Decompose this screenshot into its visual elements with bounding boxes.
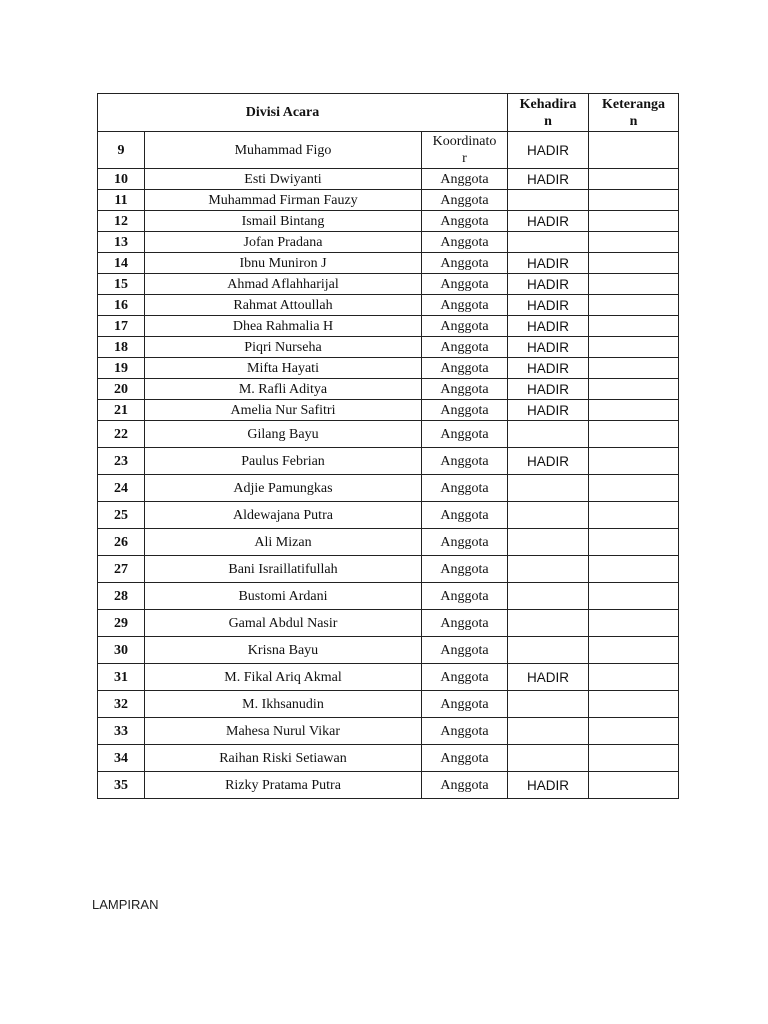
table-row bbox=[98, 556, 679, 583]
attendance-status: HADIR bbox=[508, 379, 589, 400]
notes-header-line1: Keteranga bbox=[602, 96, 666, 112]
notes-cell bbox=[589, 400, 679, 421]
member-role-line2: r bbox=[462, 151, 467, 166]
row-number: 11 bbox=[98, 190, 145, 211]
member-role: Anggota bbox=[422, 316, 508, 337]
member-role: Anggota bbox=[422, 190, 508, 211]
member-name: Muhammad Firman Fauzy bbox=[145, 190, 422, 211]
notes-cell bbox=[589, 211, 679, 232]
notes-cell bbox=[589, 190, 679, 211]
table-row bbox=[98, 448, 679, 475]
member-role: Anggota bbox=[422, 232, 508, 253]
member-name: Piqri Nurseha bbox=[145, 337, 422, 358]
attendance-status: HADIR bbox=[508, 169, 589, 190]
table-row bbox=[98, 610, 679, 637]
notes-cell bbox=[589, 475, 679, 502]
notes-cell bbox=[589, 337, 679, 358]
member-role: Anggota bbox=[422, 448, 508, 475]
table-row bbox=[98, 475, 679, 502]
attendance-status: HADIR bbox=[508, 664, 589, 691]
member-name: Adjie Pamungkas bbox=[145, 475, 422, 502]
member-role: Anggota bbox=[422, 664, 508, 691]
row-number: 33 bbox=[98, 718, 145, 745]
notes-cell bbox=[589, 529, 679, 556]
attendance-status: HADIR bbox=[508, 772, 589, 799]
member-role: Anggota bbox=[422, 475, 508, 502]
table-row bbox=[98, 745, 679, 772]
notes-cell bbox=[589, 691, 679, 718]
notes-cell bbox=[589, 295, 679, 316]
member-role: Anggota bbox=[422, 400, 508, 421]
table-row bbox=[98, 664, 679, 691]
notes-cell bbox=[589, 421, 679, 448]
row-number: 23 bbox=[98, 448, 145, 475]
attendance-status: HADIR bbox=[508, 132, 589, 169]
attendance-status: HADIR bbox=[508, 400, 589, 421]
table-row bbox=[98, 691, 679, 718]
row-number: 10 bbox=[98, 169, 145, 190]
notes-cell bbox=[589, 132, 679, 169]
attendance-status bbox=[508, 421, 589, 448]
attendance-header-line2: n bbox=[544, 113, 552, 129]
notes-cell bbox=[589, 610, 679, 637]
table-row bbox=[98, 253, 679, 274]
member-role: Anggota bbox=[422, 529, 508, 556]
member-role: Anggota bbox=[422, 637, 508, 664]
member-role bbox=[422, 132, 508, 169]
attendance-status bbox=[508, 745, 589, 772]
attendance-status: HADIR bbox=[508, 211, 589, 232]
notes-cell bbox=[589, 253, 679, 274]
table-row bbox=[98, 132, 679, 169]
notes-header-line2: n bbox=[629, 113, 638, 129]
attendance-status: HADIR bbox=[508, 448, 589, 475]
attendance-status bbox=[508, 637, 589, 664]
member-role: Anggota bbox=[422, 358, 508, 379]
notes-cell bbox=[589, 448, 679, 475]
row-number: 18 bbox=[98, 337, 145, 358]
member-role: Anggota bbox=[422, 337, 508, 358]
member-name: Paulus Febrian bbox=[145, 448, 422, 475]
table-row bbox=[98, 295, 679, 316]
notes-cell bbox=[589, 502, 679, 529]
member-role: Anggota bbox=[422, 745, 508, 772]
table-row bbox=[98, 358, 679, 379]
table-row bbox=[98, 502, 679, 529]
table-row bbox=[98, 400, 679, 421]
row-number: 17 bbox=[98, 316, 145, 337]
member-role: Anggota bbox=[422, 274, 508, 295]
row-number: 15 bbox=[98, 274, 145, 295]
member-name: M. Fikal Ariq Akmal bbox=[145, 664, 422, 691]
row-number: 25 bbox=[98, 502, 145, 529]
member-role: Anggota bbox=[422, 583, 508, 610]
table-row bbox=[98, 583, 679, 610]
member-name: Ismail Bintang bbox=[145, 211, 422, 232]
attendance-status bbox=[508, 583, 589, 610]
attendance-status: HADIR bbox=[508, 274, 589, 295]
row-number: 22 bbox=[98, 421, 145, 448]
row-number: 14 bbox=[98, 253, 145, 274]
row-number: 20 bbox=[98, 379, 145, 400]
attendance-status bbox=[508, 475, 589, 502]
row-number: 21 bbox=[98, 400, 145, 421]
attendance-status bbox=[508, 190, 589, 211]
member-role: Anggota bbox=[422, 295, 508, 316]
attendance-status: HADIR bbox=[508, 316, 589, 337]
row-number: 24 bbox=[98, 475, 145, 502]
attendance-status: HADIR bbox=[508, 337, 589, 358]
row-number: 12 bbox=[98, 211, 145, 232]
member-name: Mifta Hayati bbox=[145, 358, 422, 379]
table-row bbox=[98, 379, 679, 400]
attendance-status bbox=[508, 610, 589, 637]
member-role: Anggota bbox=[422, 253, 508, 274]
division-title: Divisi Acara bbox=[98, 94, 508, 132]
attendance-status bbox=[508, 718, 589, 745]
member-name: Bani Israillatifullah bbox=[145, 556, 422, 583]
member-name: Jofan Pradana bbox=[145, 232, 422, 253]
attendance-status bbox=[508, 529, 589, 556]
notes-cell bbox=[589, 169, 679, 190]
member-role: Anggota bbox=[422, 379, 508, 400]
table-row bbox=[98, 772, 679, 799]
row-number: 30 bbox=[98, 637, 145, 664]
attendance-status: HADIR bbox=[508, 358, 589, 379]
member-role-line1: Koordinato bbox=[432, 134, 497, 149]
notes-cell bbox=[589, 583, 679, 610]
member-name: Bustomi Ardani bbox=[145, 583, 422, 610]
table-row bbox=[98, 190, 679, 211]
notes-cell bbox=[589, 358, 679, 379]
notes-cell bbox=[589, 274, 679, 295]
member-name: Raihan Riski Setiawan bbox=[145, 745, 422, 772]
notes-cell bbox=[589, 637, 679, 664]
member-name: Muhammad Figo bbox=[145, 132, 422, 169]
row-number: 32 bbox=[98, 691, 145, 718]
member-name: Rizky Pratama Putra bbox=[145, 772, 422, 799]
attendance-status bbox=[508, 691, 589, 718]
member-name: Gamal Abdul Nasir bbox=[145, 610, 422, 637]
appendix-label: LAMPIRAN bbox=[92, 897, 159, 912]
member-name: Dhea Rahmalia H bbox=[145, 316, 422, 337]
table-row bbox=[98, 211, 679, 232]
notes-cell bbox=[589, 718, 679, 745]
member-name: M. Ikhsanudin bbox=[145, 691, 422, 718]
table-row bbox=[98, 316, 679, 337]
member-role: Anggota bbox=[422, 691, 508, 718]
notes-cell bbox=[589, 232, 679, 253]
member-role: Anggota bbox=[422, 772, 508, 799]
notes-cell bbox=[589, 379, 679, 400]
member-role: Anggota bbox=[422, 169, 508, 190]
member-role: Anggota bbox=[422, 421, 508, 448]
row-number: 27 bbox=[98, 556, 145, 583]
member-name: Gilang Bayu bbox=[145, 421, 422, 448]
table-row bbox=[98, 718, 679, 745]
table-row bbox=[98, 421, 679, 448]
attendance-status bbox=[508, 502, 589, 529]
member-name: Ibnu Muniron J bbox=[145, 253, 422, 274]
attendance-status: HADIR bbox=[508, 295, 589, 316]
member-role: Anggota bbox=[422, 502, 508, 529]
attendance-status bbox=[508, 232, 589, 253]
row-number: 35 bbox=[98, 772, 145, 799]
member-name: Krisna Bayu bbox=[145, 637, 422, 664]
table-row bbox=[98, 169, 679, 190]
member-role: Anggota bbox=[422, 556, 508, 583]
member-role: Anggota bbox=[422, 718, 508, 745]
member-role: Anggota bbox=[422, 211, 508, 232]
row-number: 34 bbox=[98, 745, 145, 772]
notes-cell bbox=[589, 664, 679, 691]
member-name: Amelia Nur Safitri bbox=[145, 400, 422, 421]
member-name: Ali Mizan bbox=[145, 529, 422, 556]
member-name: M. Rafli Aditya bbox=[145, 379, 422, 400]
table-row bbox=[98, 274, 679, 295]
attendance-status bbox=[508, 556, 589, 583]
row-number: 13 bbox=[98, 232, 145, 253]
attendance-header-line1: Kehadira bbox=[519, 96, 577, 112]
table-body bbox=[98, 132, 679, 799]
member-name: Ahmad Aflahharijal bbox=[145, 274, 422, 295]
member-name: Esti Dwiyanti bbox=[145, 169, 422, 190]
notes-cell bbox=[589, 745, 679, 772]
notes-header bbox=[589, 94, 679, 132]
table-row bbox=[98, 337, 679, 358]
notes-cell bbox=[589, 316, 679, 337]
row-number: 16 bbox=[98, 295, 145, 316]
member-name: Aldewajana Putra bbox=[145, 502, 422, 529]
table-row bbox=[98, 232, 679, 253]
notes-cell bbox=[589, 772, 679, 799]
attendance-status: HADIR bbox=[508, 253, 589, 274]
table-row bbox=[98, 637, 679, 664]
member-name: Mahesa Nurul Vikar bbox=[145, 718, 422, 745]
row-number: 26 bbox=[98, 529, 145, 556]
member-role: Anggota bbox=[422, 610, 508, 637]
row-number: 28 bbox=[98, 583, 145, 610]
table-header-row bbox=[98, 94, 679, 132]
notes-cell bbox=[589, 556, 679, 583]
attendance-header bbox=[508, 94, 589, 132]
row-number: 9 bbox=[98, 132, 145, 169]
row-number: 29 bbox=[98, 610, 145, 637]
row-number: 31 bbox=[98, 664, 145, 691]
table-row bbox=[98, 529, 679, 556]
member-name: Rahmat Attoullah bbox=[145, 295, 422, 316]
attendance-table bbox=[97, 93, 679, 799]
row-number: 19 bbox=[98, 358, 145, 379]
